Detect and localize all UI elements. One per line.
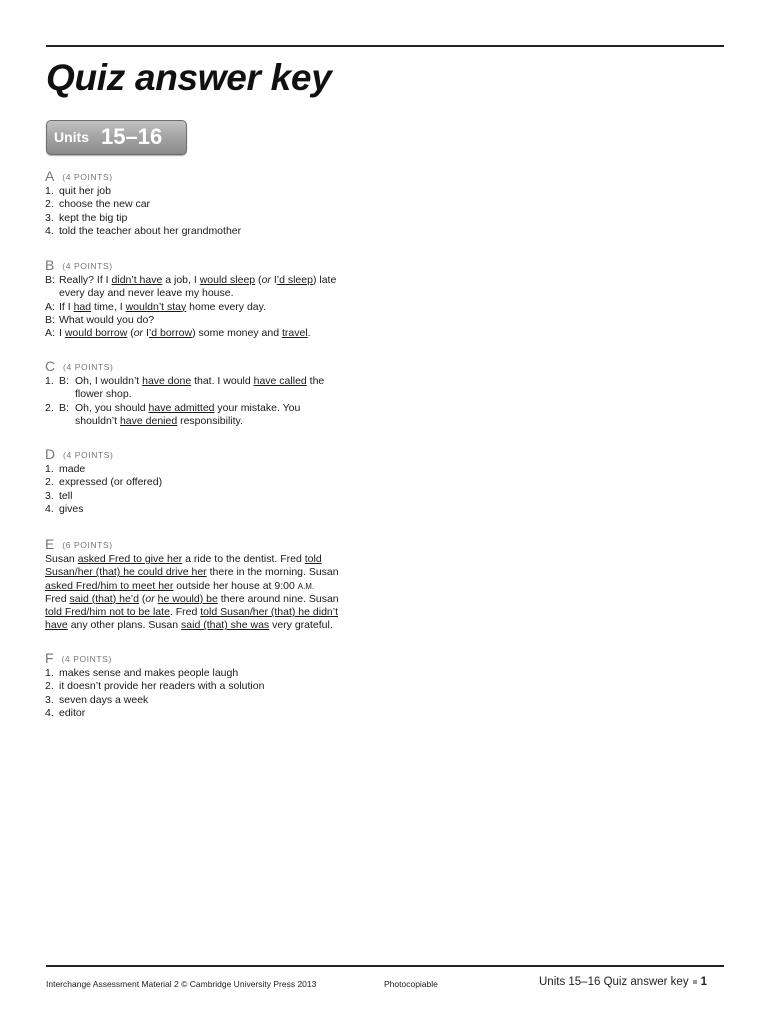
section-header <box>45 538 375 552</box>
list-item: 1. makes sense and makes people laugh <box>45 667 239 679</box>
paragraph-line: Susan/her (that) he could drive her there in the morning. Susan <box>45 566 339 579</box>
section-f <box>45 652 375 720</box>
list-item: 3. kept the big tip <box>45 211 128 224</box>
section-points: (4 POINTS) <box>63 362 114 372</box>
section-header <box>45 259 375 273</box>
paragraph-line: Susan asked Fred to give her a ride to the dentist. Fred told <box>45 553 322 565</box>
section-c <box>45 360 375 428</box>
list-item: flower shop. <box>75 388 132 401</box>
section-header <box>45 170 375 184</box>
list-item: shouldn’t have denied responsibility. <box>75 414 243 427</box>
section-header <box>45 448 375 462</box>
section-d <box>45 448 375 516</box>
list-item: 2. it doesn’t provide her readers with a solution <box>45 680 265 693</box>
footer-copyright: Interchange Assessment Material 2 © Cambridge University Press 2013 <box>46 979 317 989</box>
section-points: (4 POINTS) <box>63 450 114 460</box>
section-letter: C <box>45 358 56 374</box>
section-letter: A <box>45 168 55 184</box>
footer-page-label <box>539 976 707 988</box>
section-letter: B <box>45 257 55 273</box>
list-item: 4. editor <box>45 706 86 719</box>
page-number: 1 <box>700 976 707 988</box>
list-item: 4. told the teacher about her grandmother <box>45 224 242 237</box>
section-header <box>45 360 375 374</box>
list-item: 3. tell <box>45 489 73 502</box>
badge-numbers: 15–16 <box>101 124 163 149</box>
section-letter: E <box>45 536 55 552</box>
section-points: (4 POINTS) <box>62 172 113 182</box>
list-item: 3. seven days a week <box>45 693 149 706</box>
section-letter: F <box>45 650 54 666</box>
dialogue-line: A: If I had time, I wouldn’t stay home every day. <box>45 300 267 313</box>
list-item: 1. B: Oh, I wouldn’t have done that. I would have called the <box>45 375 325 387</box>
section-e <box>45 538 375 633</box>
units-badge <box>46 120 187 155</box>
footer-photocopiable: Photocopiable <box>384 979 438 989</box>
section-letter: D <box>45 446 56 462</box>
section-b <box>45 259 375 340</box>
section-points: (4 POINTS) <box>62 261 113 271</box>
dialogue-line: A: I would borrow (or I’d borrow) some money and travel. <box>45 327 311 340</box>
top-rule <box>46 45 724 47</box>
section-points: (4 POINTS) <box>61 654 112 664</box>
paragraph-line: told Fred/him not to be late. Fred told Susan/her (that) he didn’t <box>45 606 339 619</box>
badge-word: Units <box>54 129 89 145</box>
paragraph-line: have any other plans. Susan said (that) she was very grateful. <box>45 619 333 632</box>
paragraph-line: Fred said (that) he’d (or he would) be there around nine. Susan <box>45 592 339 605</box>
page-title: Quiz answer key <box>46 57 332 98</box>
dialogue-line: B: Really? If I didn’t have a job, I would sleep (or I’d sleep) late <box>45 274 337 286</box>
bottom-rule <box>46 965 724 967</box>
list-item: 2. expressed (or offered) <box>45 476 163 489</box>
dialogue-line: B: What would you do? <box>45 313 155 326</box>
list-item: 1. made <box>45 463 86 475</box>
paragraph-line: asked Fred/him to meet her outside her house at 9:00 A.M. <box>45 579 315 592</box>
list-item: 1. quit her job <box>45 185 111 197</box>
dialogue-line: every day and never leave my house. <box>59 287 234 300</box>
list-item: 2. choose the new car <box>45 198 151 211</box>
section-header <box>45 652 375 666</box>
footer-title: Units 15–16 Quiz answer key <box>539 976 689 988</box>
section-points: (6 POINTS) <box>62 540 113 550</box>
list-item: 2. B: Oh, you should have admitted your mistake. You <box>45 401 301 414</box>
section-a <box>45 170 375 238</box>
square-bullet-icon <box>693 980 697 984</box>
list-item: 4. gives <box>45 502 84 515</box>
